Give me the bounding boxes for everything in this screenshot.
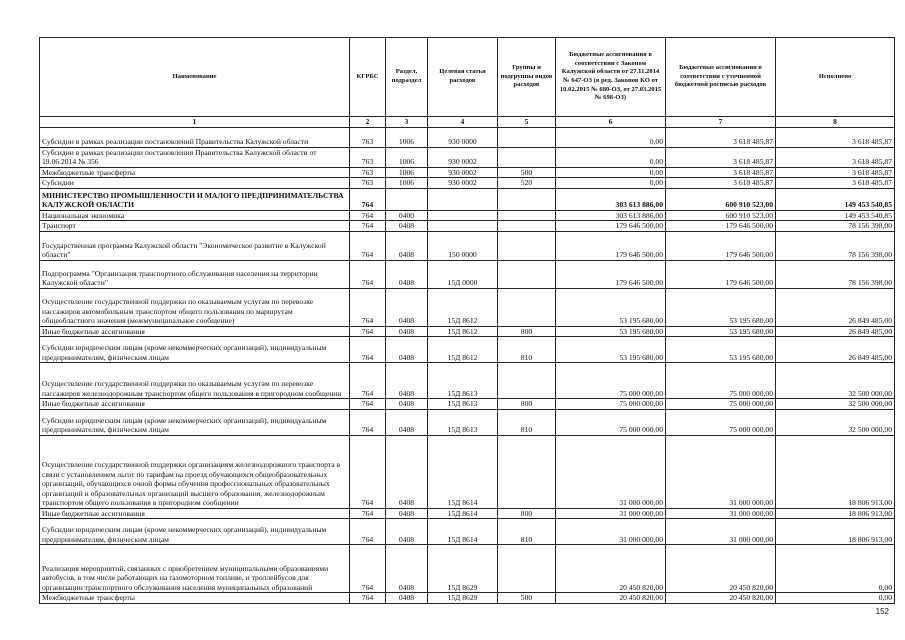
refined-amount-cell: 75 000 000,00 [666, 409, 776, 435]
section-cell: 0408 [386, 260, 428, 288]
group-cell [498, 210, 556, 221]
group-cell: 500 [498, 593, 556, 604]
group-cell: 800 [498, 508, 556, 519]
target-cell: 15Д 8612 [428, 288, 498, 326]
target-cell: 15Д 8613 [428, 399, 498, 410]
executed-amount-cell: 18 806 913,00 [776, 519, 895, 545]
executed-amount-cell: 26 849 485,00 [776, 326, 895, 337]
section-cell: 0408 [386, 221, 428, 232]
name: МИНИСТЕРСТВО ПРОМЫШЛЕННОСТИ И МАЛОГО ПРЕДПРИНИМАТЕЛЬСТВА КАЛУЖСКОЙ ОБЛАСТИ [40, 188, 350, 210]
group-cell: 810 [498, 337, 556, 363]
target-cell: 15Д 8613 [428, 363, 498, 399]
table-row [40, 260, 895, 288]
target-cell: 15Д 8614 [428, 435, 498, 508]
section-cell: 0408 [386, 409, 428, 435]
section-cell: 1006 [386, 127, 428, 147]
executed-amount-cell: 3 618 485,87 [776, 167, 895, 178]
refined-amount-cell: 31 000 000,00 [666, 435, 776, 508]
column-number: 2 [350, 117, 386, 128]
column-number: 7 [666, 117, 776, 128]
name: Иные бюджетные ассигнования [40, 508, 350, 519]
refined-amount-cell: 179 646 500,00 [666, 260, 776, 288]
target-cell: 15Д 0000 [428, 260, 498, 288]
name: Субсидии в рамках реализации постановлений Правительства Калужской области [40, 127, 350, 147]
law-amount-cell: 31 000 000,00 [556, 508, 666, 519]
target-cell [428, 221, 498, 232]
target-cell: 15Д 8629 [428, 545, 498, 593]
table-row [40, 178, 895, 189]
refined-amount-cell: 600 910 523,00 [666, 188, 776, 210]
kgrbs-cell: 764 [350, 435, 386, 508]
group-cell [498, 260, 556, 288]
target-cell: 930 0000 [428, 127, 498, 147]
target-cell: 15Д 8613 [428, 409, 498, 435]
col-header-name: Наименование [40, 38, 350, 117]
executed-amount-cell: 149 453 540,85 [776, 210, 895, 221]
table-row [40, 188, 895, 210]
law-amount-cell: 20 450 820,00 [556, 593, 666, 604]
col-header-refined: Бюджетные ассигнования в соответствии с уточненной бюджетной росписью расходов [666, 38, 776, 117]
refined-amount-cell: 3 618 485,87 [666, 167, 776, 178]
name: Транспорт [40, 221, 350, 232]
kgrbs-cell: 763 [350, 147, 386, 167]
executed-amount-cell: 78 156 398,00 [776, 231, 895, 260]
refined-amount-cell: 20 450 820,00 [666, 593, 776, 604]
executed-amount-cell: 78 156 398,00 [776, 260, 895, 288]
name: Субсидии юридическим лицам (кроме некоммерческих организаций), индивидуальным предпринимателям, физическим лицам [40, 519, 350, 545]
group-cell [498, 363, 556, 399]
kgrbs-cell: 764 [350, 326, 386, 337]
col-header-kgrbs: КГРБС [350, 38, 386, 117]
section-cell: 0408 [386, 337, 428, 363]
name: Субсидии [40, 178, 350, 189]
target-cell: 150 0000 [428, 231, 498, 260]
name: Субсидии юридическим лицам (кроме некоммерческих организаций), индивидуальным предпринимателям, физическим лицам [40, 409, 350, 435]
table-row [40, 167, 895, 178]
table-row [40, 399, 895, 410]
col-header-groups: Группы и подгруппы видов расходов [498, 38, 556, 117]
target-cell: 15Д 8614 [428, 508, 498, 519]
executed-amount-cell: 78 156 398,00 [776, 221, 895, 232]
kgrbs-cell: 764 [350, 260, 386, 288]
law-amount-cell: 0,00 [556, 178, 666, 189]
table-row [40, 519, 895, 545]
target-cell: 930 0002 [428, 167, 498, 178]
column-number: 1 [40, 117, 350, 128]
kgrbs-cell: 764 [350, 210, 386, 221]
table-row [40, 545, 895, 593]
group-cell [498, 221, 556, 232]
kgrbs-cell: 764 [350, 221, 386, 232]
kgrbs-cell: 764 [350, 399, 386, 410]
col-header-target: Целевая статья расходов [428, 38, 498, 117]
table-row [40, 337, 895, 363]
refined-amount-cell: 3 618 485,87 [666, 127, 776, 147]
col-header-section: Раздел, подраздел [386, 38, 428, 117]
target-cell: 930 0002 [428, 178, 498, 189]
kgrbs-cell: 763 [350, 178, 386, 189]
section-cell: 0408 [386, 545, 428, 593]
law-amount-cell: 75 000 000,00 [556, 409, 666, 435]
law-amount-cell: 179 646 500,00 [556, 231, 666, 260]
law-amount-cell: 179 646 500,00 [556, 221, 666, 232]
table-row [40, 593, 895, 604]
column-number-row [40, 117, 895, 128]
section-cell: 0408 [386, 288, 428, 326]
table-row [40, 435, 895, 508]
column-number: 4 [428, 117, 498, 128]
executed-amount-cell: 0,00 [776, 545, 895, 593]
group-cell [498, 147, 556, 167]
target-cell: 930 0002 [428, 147, 498, 167]
group-cell: 800 [498, 399, 556, 410]
table-row [40, 508, 895, 519]
refined-amount-cell: 600 910 523,00 [666, 210, 776, 221]
name: Осуществление государственной поддержки организациям железнодорожного транспорта в связи с установлением льгот по тарифам на проезд обучающихся общеобразовательных организаций, обучающихся очной формы обучения профессиональных образовательных организаций и образовательных организаций высшего образования, железнодорожным транспортом общего пользования в пригородном сообщении [40, 435, 350, 508]
name: Подпрограмма "Организация транспортного обслуживания населения на территории Калужской области" [40, 260, 350, 288]
kgrbs-cell: 763 [350, 167, 386, 178]
table-row [40, 363, 895, 399]
target-cell: 15Д 8612 [428, 326, 498, 337]
law-amount-cell: 31 000 000,00 [556, 519, 666, 545]
law-amount-cell: 179 646 500,00 [556, 260, 666, 288]
group-cell: 810 [498, 409, 556, 435]
section-cell: 1006 [386, 167, 428, 178]
col-header-executed: Исполнено [776, 38, 895, 117]
refined-amount-cell: 179 646 500,00 [666, 231, 776, 260]
group-cell [498, 188, 556, 210]
refined-amount-cell: 75 000 000,00 [666, 363, 776, 399]
group-cell [498, 288, 556, 326]
section-cell: 0408 [386, 508, 428, 519]
kgrbs-cell: 764 [350, 188, 386, 210]
refined-amount-cell: 75 000 000,00 [666, 399, 776, 410]
page-number: 152 [875, 607, 889, 616]
section-cell: 0408 [386, 326, 428, 337]
name: Субсидии юридическим лицам (кроме некоммерческих организаций), индивидуальным предпринимателям, физическим лицам [40, 337, 350, 363]
kgrbs-cell: 764 [350, 337, 386, 363]
target-cell [428, 188, 498, 210]
group-cell [498, 231, 556, 260]
executed-amount-cell: 3 618 485,87 [776, 178, 895, 189]
executed-amount-cell: 32 500 000,00 [776, 399, 895, 410]
refined-amount-cell: 179 646 500,00 [666, 221, 776, 232]
section-cell: 0408 [386, 363, 428, 399]
target-cell: 15Д 8629 [428, 593, 498, 604]
table-row [40, 127, 895, 147]
table-row [40, 147, 895, 167]
table-row [40, 210, 895, 221]
name: Осуществление государственной поддержки по оказываемым услугам по перевозке пассажиров железнодорожным транспортом общего пользования в пригородном сообщении [40, 363, 350, 399]
target-cell: 15Д 8614 [428, 519, 498, 545]
table-row [40, 221, 895, 232]
law-amount-cell: 31 000 000,00 [556, 435, 666, 508]
name: Межбюджетные трансферты [40, 167, 350, 178]
refined-amount-cell: 53 195 680,00 [666, 337, 776, 363]
kgrbs-cell: 763 [350, 127, 386, 147]
section-cell: 0408 [386, 399, 428, 410]
column-number: 5 [498, 117, 556, 128]
executed-amount-cell: 149 453 540,85 [776, 188, 895, 210]
kgrbs-cell: 764 [350, 508, 386, 519]
law-amount-cell: 75 000 000,00 [556, 399, 666, 410]
executed-amount-cell: 3 618 485,87 [776, 147, 895, 167]
refined-amount-cell: 31 000 000,00 [666, 519, 776, 545]
executed-amount-cell: 32 500 000,00 [776, 409, 895, 435]
section-cell: 0408 [386, 593, 428, 604]
executed-amount-cell: 26 849 485,00 [776, 288, 895, 326]
executed-amount-cell: 32 500 000,00 [776, 363, 895, 399]
column-number: 8 [776, 117, 895, 128]
group-cell: 500 [498, 167, 556, 178]
group-cell: 810 [498, 519, 556, 545]
kgrbs-cell: 764 [350, 409, 386, 435]
name: Межбюджетные трансферты [40, 593, 350, 604]
col-header-law: Бюджетные ассигнования в соответствии с Законом Калужской области от 27.11.2014 № 647-ОЗ (в ред. Законов КО от 10.02.2015 № 680-ОЗ, от 27.03.2015 № 698-ОЗ) [556, 38, 666, 117]
group-cell [498, 127, 556, 147]
table-row [40, 409, 895, 435]
refined-amount-cell: 31 000 000,00 [666, 508, 776, 519]
executed-amount-cell: 18 806 913,00 [776, 435, 895, 508]
law-amount-cell: 0,00 [556, 127, 666, 147]
law-amount-cell: 0,00 [556, 167, 666, 178]
law-amount-cell: 75 000 000,00 [556, 363, 666, 399]
column-number: 6 [556, 117, 666, 128]
law-amount-cell: 20 450 820,00 [556, 545, 666, 593]
table-row [40, 288, 895, 326]
name: Иные бюджетные ассигнования [40, 399, 350, 410]
law-amount-cell: 53 195 680,00 [556, 326, 666, 337]
column-number: 3 [386, 117, 428, 128]
kgrbs-cell: 764 [350, 363, 386, 399]
kgrbs-cell: 764 [350, 519, 386, 545]
law-amount-cell: 53 195 680,00 [556, 337, 666, 363]
table-row [40, 326, 895, 337]
section-cell: 0408 [386, 435, 428, 508]
refined-amount-cell: 53 195 680,00 [666, 326, 776, 337]
name: Субсидии в рамках реализации постановления Правительства Калужской области от 19.06.2014 № 356 [40, 147, 350, 167]
target-cell [428, 210, 498, 221]
executed-amount-cell: 0,00 [776, 593, 895, 604]
law-amount-cell: 0,00 [556, 147, 666, 167]
table-row [40, 231, 895, 260]
law-amount-cell: 53 195 680,00 [556, 288, 666, 326]
refined-amount-cell: 3 618 485,87 [666, 178, 776, 189]
group-cell [498, 545, 556, 593]
executed-amount-cell: 26 849 485,00 [776, 337, 895, 363]
target-cell: 15Д 8612 [428, 337, 498, 363]
name: Национальная экономика [40, 210, 350, 221]
name: Осуществление государственной поддержки по оказываемым услугам по перевозке пассажиров автомобильным транспортом общего пользования по маршрутам общеобластного значения (межмуниципальное сообщение) [40, 288, 350, 326]
law-amount-cell: 303 613 886,00 [556, 188, 666, 210]
group-cell [498, 435, 556, 508]
header-row [40, 38, 895, 117]
refined-amount-cell: 20 450 820,00 [666, 545, 776, 593]
section-cell: 0408 [386, 231, 428, 260]
group-cell: 520 [498, 178, 556, 189]
kgrbs-cell: 764 [350, 231, 386, 260]
section-cell: 1006 [386, 147, 428, 167]
kgrbs-cell: 764 [350, 545, 386, 593]
table-body [40, 127, 895, 603]
group-cell: 800 [498, 326, 556, 337]
section-cell: 0400 [386, 210, 428, 221]
kgrbs-cell: 764 [350, 288, 386, 326]
executed-amount-cell: 18 806 913,00 [776, 508, 895, 519]
name: Иные бюджетные ассигнования [40, 326, 350, 337]
name: Государственная программа Калужской области "Экономическое развитие в Калужской области" [40, 231, 350, 260]
section-cell [386, 188, 428, 210]
executed-amount-cell: 3 618 485,87 [776, 127, 895, 147]
refined-amount-cell: 3 618 485,87 [666, 147, 776, 167]
law-amount-cell: 303 613 886,00 [556, 210, 666, 221]
budget-table [39, 37, 895, 604]
name: Реализация мероприятий, связанных с приобретением муниципальными образованиями автобусов, в том числе работающих на газомоторном топливе, и троллейбусов для организации транспортного обслуживания населения муниципальных образований [40, 545, 350, 593]
section-cell: 1006 [386, 178, 428, 189]
refined-amount-cell: 53 195 680,00 [666, 288, 776, 326]
section-cell: 0408 [386, 519, 428, 545]
kgrbs-cell: 764 [350, 593, 386, 604]
